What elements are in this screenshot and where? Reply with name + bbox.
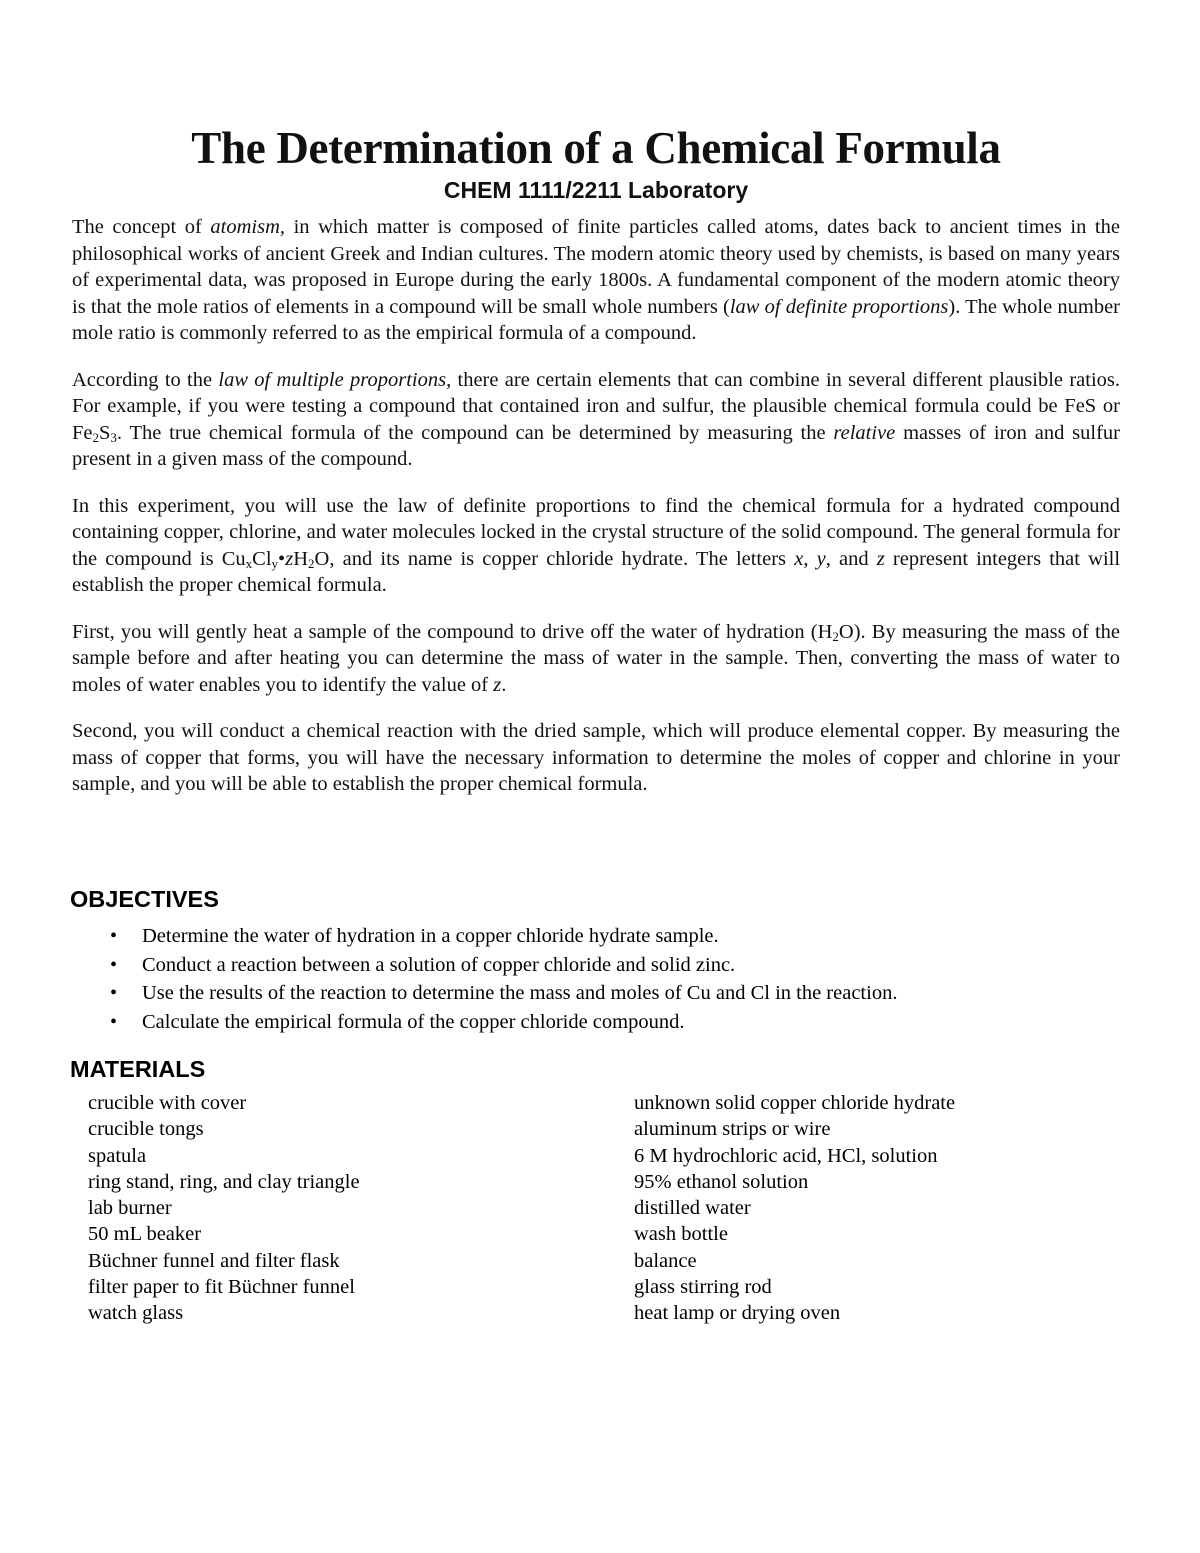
objective-item (72, 922, 1120, 951)
material-item: unknown solid copper chloride hydrate (634, 1092, 956, 1114)
text-run: , there are certain elements that can combine in several different plausible ratios. For example, if you were testing a compound that contained iron and sulfur, the plausible chemical formula could be FeS or Fe (72, 368, 1120, 444)
paragraph-first-step (72, 619, 1120, 699)
material-item: 6 M hydrochloric acid, HCl, solution (634, 1144, 938, 1167)
objective-text: Conduct a reaction between a solution of copper chloride and solid zinc. (142, 953, 736, 976)
subscript: x (245, 555, 253, 571)
text-run: masses of iron and sulfur present in a given mass of the compound. (72, 421, 1120, 470)
objectives-heading: OBJECTIVES (70, 886, 219, 912)
document-subtitle: CHEM 1111/2211 Laboratory (443, 177, 749, 203)
material-item: Büchner funnel and filter flask (88, 1249, 340, 1272)
material-item: distilled water (634, 1197, 751, 1220)
italic-variable: z (285, 547, 294, 570)
objective-item (72, 1008, 1120, 1037)
subscript: 2 (308, 555, 315, 571)
bullet-icon: • (110, 953, 118, 976)
text-run: In this experiment, you will use the law of definite proportions to find the chemical formula for a hydrated compound containing copper, chlorine, and water molecules locked in the crystal structure of the solid compound. The general formula for the compound is Cu (72, 494, 1120, 570)
material-item: filter paper to fit Büchner funnel (88, 1276, 355, 1299)
text-run: Cl (252, 547, 272, 570)
bullet-icon: • (110, 925, 118, 947)
objective-text: Calculate the empirical formula of the copper chloride compound. (142, 1010, 685, 1033)
italic-variable: z (876, 547, 885, 570)
material-item: lab burner (88, 1197, 172, 1220)
italic-term: law of multiple proportions (218, 368, 447, 391)
italic-variable: z (493, 673, 502, 696)
italic-variable: y (816, 547, 826, 570)
text-run: • (278, 547, 286, 570)
materials-left-column (88, 1090, 360, 1327)
material-item: heat lamp or drying oven (634, 1302, 841, 1325)
italic-term: atomism, (210, 216, 285, 238)
text-run: , (803, 547, 817, 570)
text-run: . (501, 673, 507, 696)
objectives-list (72, 922, 1120, 1036)
text-run: S (99, 421, 111, 444)
materials-right-column (634, 1090, 955, 1327)
material-item: wash bottle (634, 1223, 728, 1246)
paragraph-atomism (72, 214, 1120, 347)
material-item: crucible with cover (88, 1092, 247, 1114)
objective-item (72, 979, 1120, 1008)
objective-text: Determine the water of hydration in a copper chloride hydrate sample. (142, 925, 719, 947)
italic-term: law of definite proportions (729, 295, 949, 318)
objective-item (72, 951, 1120, 980)
text-run: , and (825, 547, 877, 570)
paragraph-second-step: Second, you will conduct a chemical reaction with the dried sample, which will produce elemental copper. By measuring the mass of copper that forms, you will have the necessary information to determine the moles of copper and chlorine in your sample, and you will be able to establish the proper chemical formula. (72, 720, 1120, 795)
material-item: glass stirring rod (634, 1276, 772, 1299)
text-run: H (293, 547, 309, 570)
subscript: y (271, 555, 279, 571)
italic-variable: x (794, 547, 804, 570)
text-run: The concept of (72, 216, 211, 238)
document-page (72, 120, 1120, 818)
subscript: 3 (110, 429, 117, 445)
bullet-icon: • (110, 1010, 118, 1033)
document-title: The Determination of a Chemical Formula (191, 123, 1001, 173)
bullet-icon: • (110, 982, 118, 1004)
text-run: . The true chemical formula of the compound can be determined by measuring the (116, 421, 834, 444)
material-item: ring stand, ring, and clay triangle (88, 1170, 360, 1193)
objective-text: Use the results of the reaction to determine the mass and moles of Cu and Cl in the reaction. (142, 982, 898, 1004)
material-item: 95% ethanol solution (634, 1170, 809, 1193)
materials-heading: MATERIALS (70, 1056, 206, 1082)
paragraph-experiment (72, 493, 1120, 599)
text-run: O). By measuring the mass of the sample before and after heating you can determine the mass of water in the sample. Then, converting the mass of water to moles of water enables you to identify the value of (72, 620, 1120, 696)
subscript: 2 (92, 429, 99, 445)
material-item: watch glass (88, 1302, 184, 1325)
italic-term: relative (833, 421, 896, 444)
text-run: represent integers that will establish the proper chemical formula. (72, 547, 1121, 596)
material-item: aluminum strips or wire (634, 1118, 831, 1141)
material-item: spatula (88, 1144, 147, 1167)
material-item: balance (634, 1249, 697, 1272)
material-item: 50 mL beaker (88, 1223, 202, 1246)
text-run: First, you will gently heat a sample of the compound to drive off the water of hydration (H (72, 620, 833, 643)
text-run: O, and its name is copper chloride hydrate. The letters (314, 547, 795, 570)
subscript: 2 (832, 628, 839, 644)
text-run: ). The whole number mole ratio is commonly referred to as the empirical formula of a compound. (72, 295, 1120, 344)
text-run: in which matter is composed of finite particles called atoms, dates back to ancient times in the philosophical works of ancient Greek and Indian cultures. The modern atomic theory used by chemists, is based on many years of experimental data, was proposed in Europe during the early 1800s. A fundamental component of the modern atomic theory is that the mole ratios of elements in a compound will be small whole numbers ( (72, 216, 1120, 318)
text-run: According to the (72, 368, 219, 391)
paragraph-multiple-proportions (72, 367, 1120, 473)
material-item: crucible tongs (88, 1118, 204, 1141)
